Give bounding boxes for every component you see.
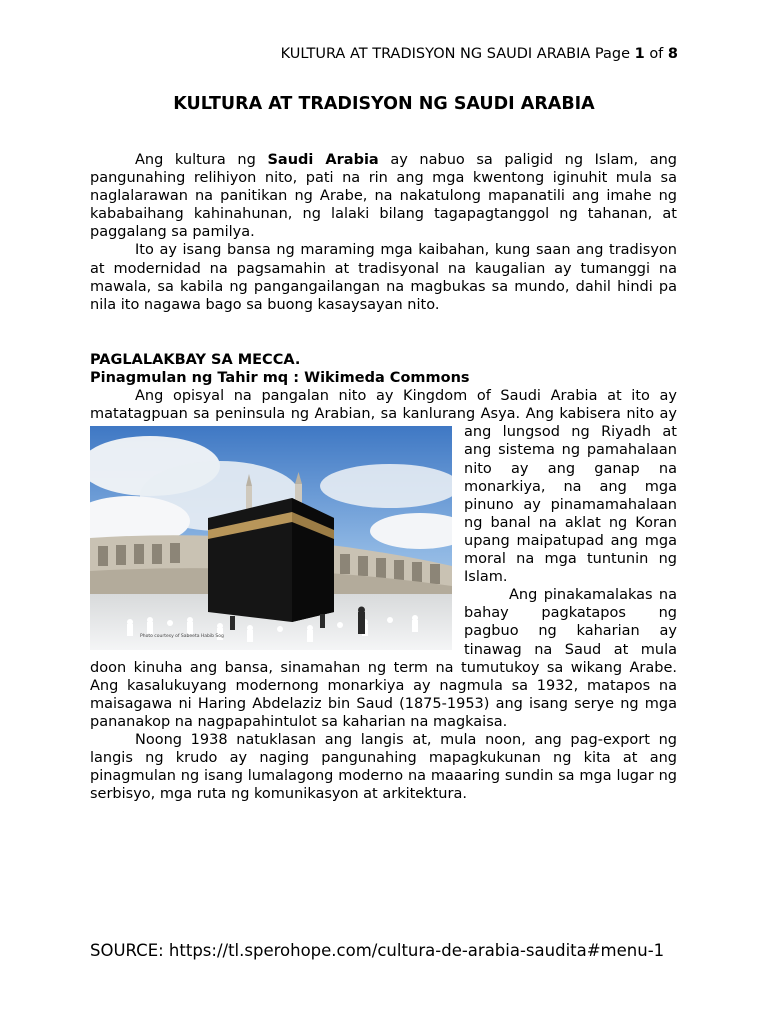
intro-rest-text: ay nabuo sa paligid ng Islam, ang pangunahing relihiyon nito, pati na rin ang mga kwentong iginuhit mula sa naglalarawan na panitikan ng Arabe, na nakatulong mapanatili ang imahe ng kababaihang kahinahunan, ng lalaki bilang tagapagtanggol ng tahanan, at paggalang sa pamilya.	[90, 152, 678, 241]
mecca-section	[90, 351, 677, 803]
document-title: KULTURA AT TRADISYON NG SAUDI ARABIA	[173, 94, 595, 114]
page-current: 1	[634, 46, 645, 62]
source-citation: SOURCE: https://tl.sperohope.com/cultura-de-arabia-saudita#menu-1	[90, 941, 665, 960]
intro-section	[90, 151, 677, 314]
page-total: 8	[667, 46, 678, 62]
section-paragraph-2: Ang pinakamalakas na bahay pagkatapos ng pagbuo ng kaharian ay tinawag na Saud at mula doon kinuha ang bansa, sinamahan ng term na tumutukoy sa wikang Arabe. Ang kasalukuyang modernong monarkiya ay nagmula sa 1932, matapos na maisagawa ni Haring Abdelaziz bin Saud (1875-1953) ang isang serye ng mga pananakop na nagpapahintulot sa kaharian na magkaisa.	[90, 587, 677, 730]
section-subheading: Pinagmulan ng Tahir mq : Wikimeda Commons	[90, 370, 470, 387]
kaaba-photo	[90, 426, 452, 650]
page-header	[281, 46, 678, 62]
kaaba-illustration	[90, 426, 452, 650]
section-paragraph-3: Noong 1938 natuklasan ang langis at, mula noon, ang pag-export ng langis ng krudo ay naging pangunahing mapagkukunan ng kita at ang pinagmulan ng isang lumalagong moderno na maaaring sundin sa mga lugar ng serbisyo, mga ruta ng komunikasyon at arkitektura.	[90, 731, 677, 803]
intro-lead-text: Ang kultura ng	[135, 152, 256, 168]
country-name-bold: Saudi Arabia	[267, 152, 379, 168]
section-paragraph-1	[90, 387, 677, 640]
photo-credit: Photo courtesy of Sabeeta Habib Sog	[140, 634, 224, 640]
intro-paragraph-1	[90, 151, 677, 241]
section-paragraph-1-text: Ang opisyal na pangalan nito ay Kingdom of Saudi Arabia at ito ay matatagpuan sa peninsula ng Arabian, sa kanlurang Asya. Ang kabisera nito	[90, 388, 677, 423]
header-text: KULTURA AT TRADISYON NG SAUDI ARABIA Page	[280, 46, 630, 62]
intro-paragraph-2: Ito ay isang bansa ng maraming mga kaibahan, kung saan ang tradisyon at modernidad na pagsamahin at tradisyonal na kaugalian ay tumanggi na mawala, sa kabila ng pangangailangan na magbukas sa mundo, dahil hindi pa nila ito nagawa bago sa buong kasaysayan nito.	[90, 242, 677, 313]
section-paragraph-1-wrap-text: ay ang lungsod ng Riyadh at ang sistema ng pamahalaan nito ay ang ganap na monarkiya, na ang mga pinuno ay pinamamahalaan ng banal na aklat ng Koran upang maipatupad ang mga moral na mga tuntunin ng Islam.	[464, 406, 677, 586]
section-heading: PAGLALAKBAY SA MECCA.	[90, 352, 301, 368]
page-of-label: of	[649, 46, 664, 62]
